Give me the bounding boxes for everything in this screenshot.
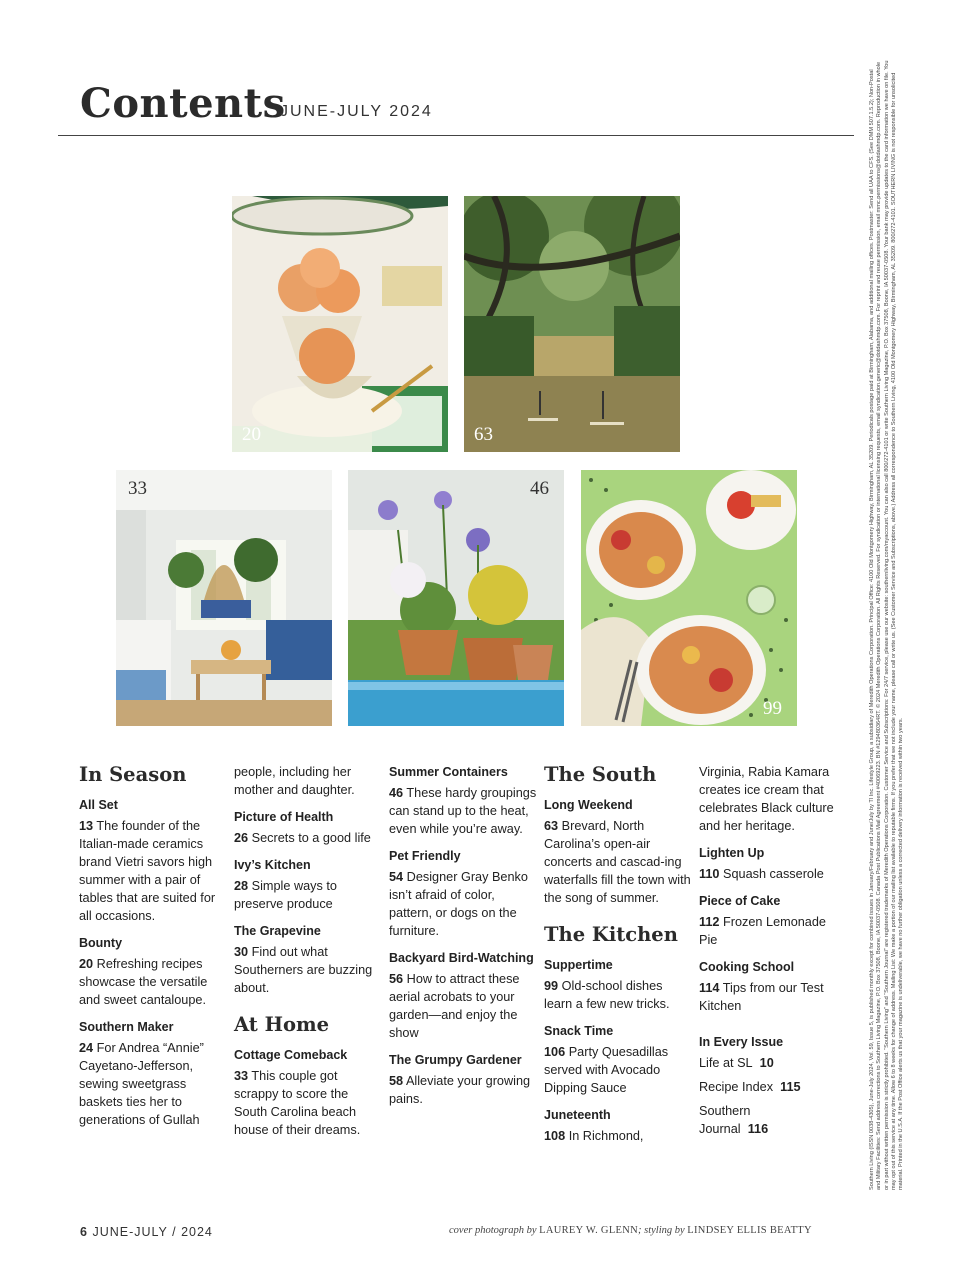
contents-entry[interactable] bbox=[389, 1051, 539, 1108]
entry-page-number: 13 bbox=[79, 819, 94, 833]
contents-entry[interactable] bbox=[544, 956, 694, 1013]
contents-entry[interactable] bbox=[699, 892, 839, 949]
entry-heading: Piece of Cake bbox=[699, 894, 781, 908]
contents-entry[interactable] bbox=[234, 856, 384, 913]
entry-description: The founder of the Italian-made ceramics brand Vietri savors high summer with a pair of tables that are suited for all occasions. bbox=[79, 819, 216, 923]
section-heading-the-south: The South bbox=[544, 763, 657, 786]
in-every-issue-item[interactable]: Southern Journal 116 bbox=[699, 1104, 769, 1136]
contents-entry[interactable] bbox=[234, 922, 384, 997]
contents-entry[interactable] bbox=[389, 847, 539, 940]
entry-heading: Long Weekend bbox=[544, 798, 633, 812]
entry-page-number: 63 bbox=[544, 819, 559, 833]
section-heading-the-kitchen: The Kitchen bbox=[544, 923, 678, 946]
entry-page-number: 33 bbox=[234, 1069, 249, 1083]
contents-column-2 bbox=[234, 763, 384, 1148]
entry-description: Virginia, Rabia Kamara creates ice cream that celebrates Black culture and her heritage. bbox=[699, 765, 834, 833]
entry-page-number: 99 bbox=[544, 979, 559, 993]
contents-entry[interactable] bbox=[79, 1018, 229, 1129]
contents-column-1 bbox=[79, 763, 229, 1138]
entry-heading: Snack Time bbox=[544, 1024, 614, 1038]
entry-page-number: 114 bbox=[699, 981, 720, 995]
photo-page-number: 63 bbox=[474, 424, 493, 445]
entry-description: Party Quesadillas served with Avocado Dipping Sauce bbox=[544, 1045, 669, 1095]
entry-description: Designer Gray Benko isn’t afraid of color, pattern, or dogs on the furniture. bbox=[389, 870, 528, 938]
issue-date: JUNE-JULY 2024 bbox=[280, 103, 433, 120]
in-every-issue bbox=[699, 1033, 839, 1138]
photo-page-number: 99 bbox=[763, 698, 782, 719]
photo-river bbox=[464, 196, 680, 452]
contents-column-3 bbox=[389, 763, 539, 1117]
cover-credit: cover photograph by LAUREY W. GLENN; styling by LINDSEY ELLIS BEATTY bbox=[449, 1225, 812, 1236]
entry-page-number: 56 bbox=[389, 972, 404, 986]
page-title: Contents bbox=[80, 80, 286, 127]
entry-description: Brevard, North Carolina’s open-air concerts and cascad-ing waterfalls fill the town with the song of summer. bbox=[544, 819, 691, 905]
entry-description: Refreshing recipes showcase the versatile and sweet cantaloupe. bbox=[79, 957, 208, 1007]
folio-issue: JUNE-JULY / 2024 bbox=[92, 1225, 213, 1239]
entry-description: How to attract these aerial acrobats to your garden—and enjoy the show bbox=[389, 972, 520, 1040]
contents-entry[interactable] bbox=[544, 1106, 694, 1145]
entry-page-number: 110 bbox=[699, 867, 720, 881]
entry-page-number: 115 bbox=[780, 1080, 801, 1094]
contents-entry[interactable] bbox=[79, 796, 229, 925]
photo-quesadillas bbox=[581, 470, 797, 726]
entry-description: Simple ways to preserve produce bbox=[234, 879, 337, 911]
contents-entry[interactable] bbox=[544, 1022, 694, 1097]
entry-description: Squash casserole bbox=[723, 867, 824, 881]
entry-heading: The Grapevine bbox=[234, 924, 321, 938]
page-number: 6 bbox=[80, 1225, 88, 1239]
contents-entry[interactable] bbox=[234, 808, 384, 847]
contents-entry[interactable] bbox=[234, 1046, 384, 1139]
entry-page-number: 26 bbox=[234, 831, 249, 845]
entry-description: Tips from our Test Kitchen bbox=[699, 981, 824, 1013]
entry-description: people, including her mother and daughter. bbox=[234, 765, 355, 797]
entry-heading: Backyard Bird-Watching bbox=[389, 951, 534, 965]
entry-heading: Summer Containers bbox=[389, 765, 508, 779]
entry-heading: Ivy’s Kitchen bbox=[234, 858, 311, 872]
legal-statement: Southern Living (ISSN 0038-4305), June-July 2024, Vol. 59, Issue 5, is published monthly except for combined issues in January/February and June/July by TI Inc. Lifestyle Group, a subsidiary of Meredith Operations Corporation. Principal Office: 4100 Old Montgomery Highway, Birmingham, AL 35209. Periodicals postage paid at Birmingham, Alabama, and additional mailing offices. Postmaster: Send all UAA to CFS. (See DMM 507.1.5.2); Non-Postal and Military Facilities: Send address corrections to Southern Living Magazine, P.O. Box 37508, Boone, IA 50037-0508. Canada Post Publications Mail Agreement #40069223. BN #129480364RT. © 2024 Meredith Operations Corporation. All Rights Reserved. For syndication or international licensing requests, email syndication.generic@dotdashmdp.com. For reprint and reuse permission, email mmc.permissions@dotdashmdp.com. Reproduction in whole or in part without written permission is strictly prohibited. “Southern Living” and “Southern Journal” are registered trademarks of Meredith Operations Corporation. Customer Service and Subscriptions: For 24/7 service, please use our website: southernliving.com/myaccount. You can also call 800/272-4101 or write Southern Living Magazine, P.O. Box 37508, Boone, IA 50037-0508. Your bank may provide updates to the card information we have on file. You may opt out of this service at any time. Allow 6 to 8 weeks for change of address. Mailing List: We make a portion of our mailing list available to reputable firms. If you prefer that we not include your name, please call or write us. (See Customer Service and Subscriptions, above.) Address all correspondence to Southern Living, 4100 Old Montgomery Highway, Birmingham, AL 35209. 800/272-4101. SOUTHERN LIVING is not responsible for unsolicited material. Printed in the U.S.A. If the Post Office alerts us that your magazine is undeliverable, we have no further obligation unless a corrected delivery information is received within two years. bbox=[869, 60, 905, 1190]
photo-page-number: 33 bbox=[128, 478, 147, 499]
entry-page-number: 54 bbox=[389, 870, 404, 884]
entry-description: For Andrea “Annie” Cayetano-Jefferson, sewing sweetgrass baskets ties her to generations of Gullah bbox=[79, 1041, 204, 1127]
entry-description: Old-school dishes learn a few new tricks. bbox=[544, 979, 670, 1011]
entry-page-number: 106 bbox=[544, 1045, 566, 1059]
entry-page-number: 58 bbox=[389, 1074, 404, 1088]
entry-page-number: 24 bbox=[79, 1041, 94, 1055]
contents-entry-continued bbox=[234, 763, 384, 799]
contents-entry[interactable] bbox=[544, 796, 694, 907]
entry-heading: Bounty bbox=[79, 936, 123, 950]
entry-heading: Juneteenth bbox=[544, 1108, 611, 1122]
entry-page-number: 46 bbox=[389, 786, 404, 800]
photo-containers bbox=[348, 470, 564, 726]
entry-description: These hardy groupings can stand up to the heat, even while you’re away. bbox=[389, 786, 537, 836]
entry-description: Find out what Southerners are buzzing about. bbox=[234, 945, 373, 995]
entry-description: Frozen Lemonade Pie bbox=[699, 915, 826, 947]
contents-entry[interactable] bbox=[79, 934, 229, 1009]
in-every-issue-item[interactable]: Recipe Index 115 bbox=[699, 1080, 801, 1094]
entry-description: In Richmond, bbox=[568, 1129, 644, 1143]
contents-entry[interactable] bbox=[699, 958, 839, 1015]
photo-page-number: 46 bbox=[530, 478, 549, 499]
contents-entry[interactable] bbox=[389, 949, 539, 1042]
entry-page-number: 112 bbox=[699, 915, 720, 929]
stylist-name: LINDSEY ELLIS BEATTY bbox=[687, 1225, 812, 1236]
entry-description: This couple got scrappy to score the South Carolina beach house of their dreams. bbox=[234, 1069, 361, 1137]
photo-page-number: 20 bbox=[242, 424, 261, 445]
section-heading-in-season: In Season bbox=[79, 763, 187, 786]
entry-page-number: 28 bbox=[234, 879, 249, 893]
entry-heading: Suppertime bbox=[544, 958, 613, 972]
contents-entry-continued bbox=[699, 763, 839, 835]
folio bbox=[80, 1225, 213, 1239]
photo-sorbet bbox=[232, 196, 448, 452]
entry-page-number: 10 bbox=[759, 1056, 774, 1070]
entry-heading: Picture of Health bbox=[234, 810, 334, 824]
entry-page-number: 108 bbox=[544, 1129, 566, 1143]
contents-column-4 bbox=[544, 763, 694, 1154]
entry-description: Secrets to a good life bbox=[251, 831, 371, 845]
entry-page-number: 20 bbox=[79, 957, 94, 971]
header-rule bbox=[58, 135, 854, 136]
photographer-name: LAUREY W. GLENN bbox=[539, 1225, 639, 1236]
entry-heading: All Set bbox=[79, 798, 118, 812]
entry-heading: The Grumpy Gardener bbox=[389, 1053, 522, 1067]
entry-description: Alleviate your growing pains. bbox=[389, 1074, 531, 1106]
contents-column-5 bbox=[699, 763, 839, 1147]
entry-heading: Cooking School bbox=[699, 960, 795, 974]
in-every-issue-heading: In Every Issue bbox=[699, 1035, 784, 1049]
section-heading-at-home: At Home bbox=[234, 1013, 330, 1036]
contents-entry[interactable] bbox=[699, 844, 839, 883]
contents-entry[interactable] bbox=[389, 763, 539, 838]
entry-heading: Lighten Up bbox=[699, 846, 765, 860]
entry-page-number: 30 bbox=[234, 945, 249, 959]
photo-beach-house bbox=[116, 470, 332, 726]
entry-page-number: 116 bbox=[747, 1122, 769, 1136]
in-every-issue-item[interactable]: Life at SL 10 bbox=[699, 1056, 774, 1070]
entry-heading: Pet Friendly bbox=[389, 849, 461, 863]
entry-heading: Cottage Comeback bbox=[234, 1048, 348, 1062]
entry-heading: Southern Maker bbox=[79, 1020, 174, 1034]
